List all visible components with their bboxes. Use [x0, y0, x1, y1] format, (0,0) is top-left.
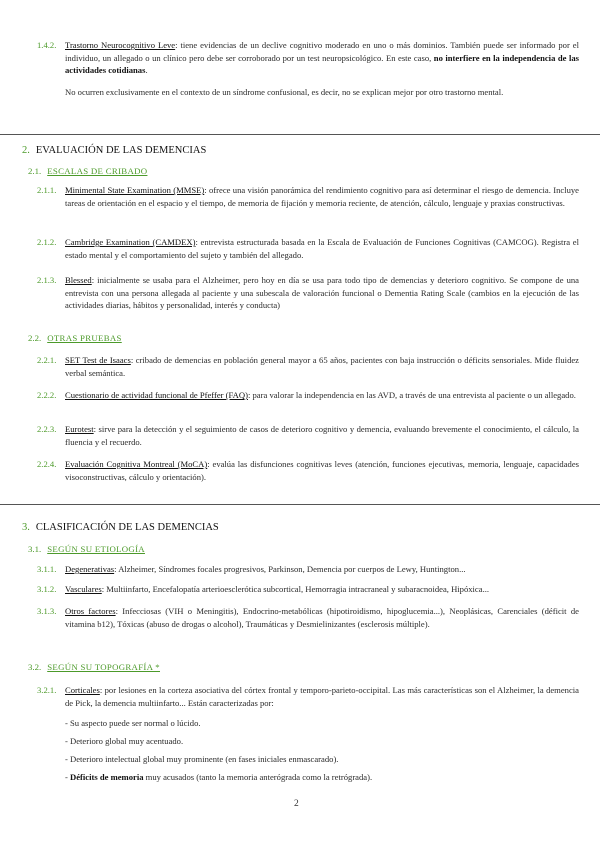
- list-item: SET Test de Isaacs: cribado de demencias en población general mayor a 65 años, pacientes con baja instrucción o déficits sensoriales. Mide fluidez verbal semántica.: [65, 355, 579, 378]
- subsection-heading-3-1: 3.1. SEGÚN SU ETIOLOGÍA: [28, 544, 145, 554]
- list-item: Eurotest: sirve para la detección y el seguimiento de casos de deterioro cognitivo y demencia, evaluando brevemente el conocimiento, el cálculo, la fluencia y el recuerdo.: [65, 424, 579, 447]
- bold-text: Déficits de memoria: [70, 772, 144, 782]
- item-number: 2.1.1.: [37, 185, 57, 195]
- item-number: 3.2.1.: [37, 685, 57, 695]
- page-number: 2: [294, 799, 299, 809]
- item-number: 2.2.4.: [37, 459, 57, 469]
- subsection-heading-3-2: 3.2. SEGÚN SU TOPOGRAFÍA *: [28, 662, 160, 672]
- list-item: Cuestionario de actividad funcional de Pfeffer (FAQ): para valorar la independencia en las AVD, a través de una entrevista al paciente o un allegado.: [65, 390, 576, 400]
- list-item: Blessed: inicialmente se usaba para el Alzheimer, pero hoy en día se usa para todo tipo de demencias y deterioro cognitivo. Se compone de una entrevista con una persona allegada al paciente y una subescala de valoración funcional o Dementia Rating Scale (cambios en la ejecución de las actividades diarias, hábitos y personalidad, interés y conducta): [65, 275, 579, 311]
- term: Vasculares: [65, 584, 102, 594]
- term: Degenerativas: [65, 564, 115, 574]
- term: Trastorno Neurocognitivo Leve: [65, 40, 176, 50]
- list-item: Vasculares: Multiinfarto, Encefalopatía arterioesclerótica subcortical, Hemorragia intracraneal y subaracnoidea, Hipóxica...: [65, 584, 490, 594]
- list-item: Otros factores: Infecciosas (VIH o Meningitis), Endocrino-metabólicas (hipotiroidismo, hipoglucemia...), Neoplásicas, Carenciales (déficit de vitamina b12), Tóxicas (abuso de drogas o alcohol), Traumáticas y Desmielinizantes (esclerosis múltiple).: [65, 606, 579, 629]
- section-divider: [0, 504, 600, 505]
- term: Evaluación Cognitiva Montreal (MoCA): [65, 459, 208, 469]
- item-number: 2.2.2.: [37, 390, 57, 400]
- item-number: 2.1.2.: [37, 237, 57, 247]
- item-number: 1.4.2.: [37, 40, 57, 50]
- subsection-heading-2-2: 2.2. OTRAS PRUEBAS: [28, 333, 122, 343]
- bullet-item: - Deterioro global muy acentuado.: [65, 736, 184, 746]
- intro-note: No ocurren exclusivamente en el contexto de un síndrome confusional, es decir, no se explican mejor por otro trastorno mental.: [65, 87, 504, 97]
- item-number: 2.2.3.: [37, 424, 57, 434]
- subsection-heading-2-1: 2.1. ESCALAS DE CRIBADO: [28, 166, 148, 176]
- term: SET Test de Isaacs: [65, 355, 131, 365]
- term: Corticales: [65, 685, 100, 695]
- list-item: Degenerativas: Alzheimer, Síndromes focales progresivos, Parkinson, Demencia por cuerpos de Lewy, Huntington...: [65, 564, 466, 574]
- list-item: Cambridge Examination (CAMDEX): entrevista estructurada basada en la Escala de Evaluación de Funciones Cognitivas (CAMCOG). Registra el estado mental y el comportamiento del sujeto y también del allegado.: [65, 237, 579, 260]
- term: Cambridge Examination (CAMDEX): [65, 237, 196, 247]
- item-number: 3.1.1.: [37, 564, 57, 574]
- term: Eurotest: [65, 424, 94, 434]
- item-number: 3.1.3.: [37, 606, 57, 616]
- term: Cuestionario de actividad funcional de Pfeffer (FAQ): [65, 390, 248, 400]
- term: Blessed: [65, 275, 92, 285]
- bullet-item: - Déficits de memoria muy acusados (tanto la memoria anterógrada como la retrógrada).: [65, 772, 373, 782]
- item-number: 2.1.3.: [37, 275, 57, 285]
- section-heading-2: 2. EVALUACIÓN DE LAS DEMENCIAS: [22, 145, 207, 156]
- item-number: 3.1.2.: [37, 584, 57, 594]
- bullet-item: - Deterioro intelectual global muy prominente (en fases iniciales enmascarado).: [65, 754, 339, 764]
- intro-paragraph: Trastorno Neurocognitivo Leve: tiene evidencias de un declive cognitivo moderado en uno o más dominios. También puede ser informado por el individuo, un allegado o un clínico pero debe ser corroborado por un test neuropsicológico. En este caso, no interfiere en la independencia de las actividades cotidianas.: [65, 40, 579, 76]
- term: Otros factores: [65, 606, 116, 616]
- list-item: Corticales: por lesiones en la corteza asociativa del córtex frontal y temporo-parieto-occipital. Las más características son el Alzheimer, la demencia de Pick, la demencia multiinfarto... Están caracterizadas por:: [65, 685, 579, 708]
- bold-text: no interfiere en la independencia de las actividades cotidianas: [65, 52, 579, 76]
- list-item: Minimental State Examination (MMSE): ofrece una visión panorámica del rendimiento cognitivo para así determinar el riesgo de demencia. Incluye tareas de orientación en el espacio y el tiempo, de memoria de fijación y memoria reciente, de atención, cálculo, lenguaje y praxias constructivas.: [65, 185, 579, 208]
- term: Minimental State Examination (MMSE): [65, 185, 205, 195]
- list-item: Evaluación Cognitiva Montreal (MoCA): evalúa las disfunciones cognitivas leves (atención, funciones ejecutivas, memoria, lenguaje, capacidades visoconstructivas, cálculo y orientación).: [65, 459, 579, 482]
- bullet-item: - Su aspecto puede ser normal o lúcido.: [65, 718, 201, 728]
- section-divider: [0, 134, 600, 135]
- item-number: 2.2.1.: [37, 355, 57, 365]
- section-heading-3: 3. CLASIFICACIÓN DE LAS DEMENCIAS: [22, 522, 219, 533]
